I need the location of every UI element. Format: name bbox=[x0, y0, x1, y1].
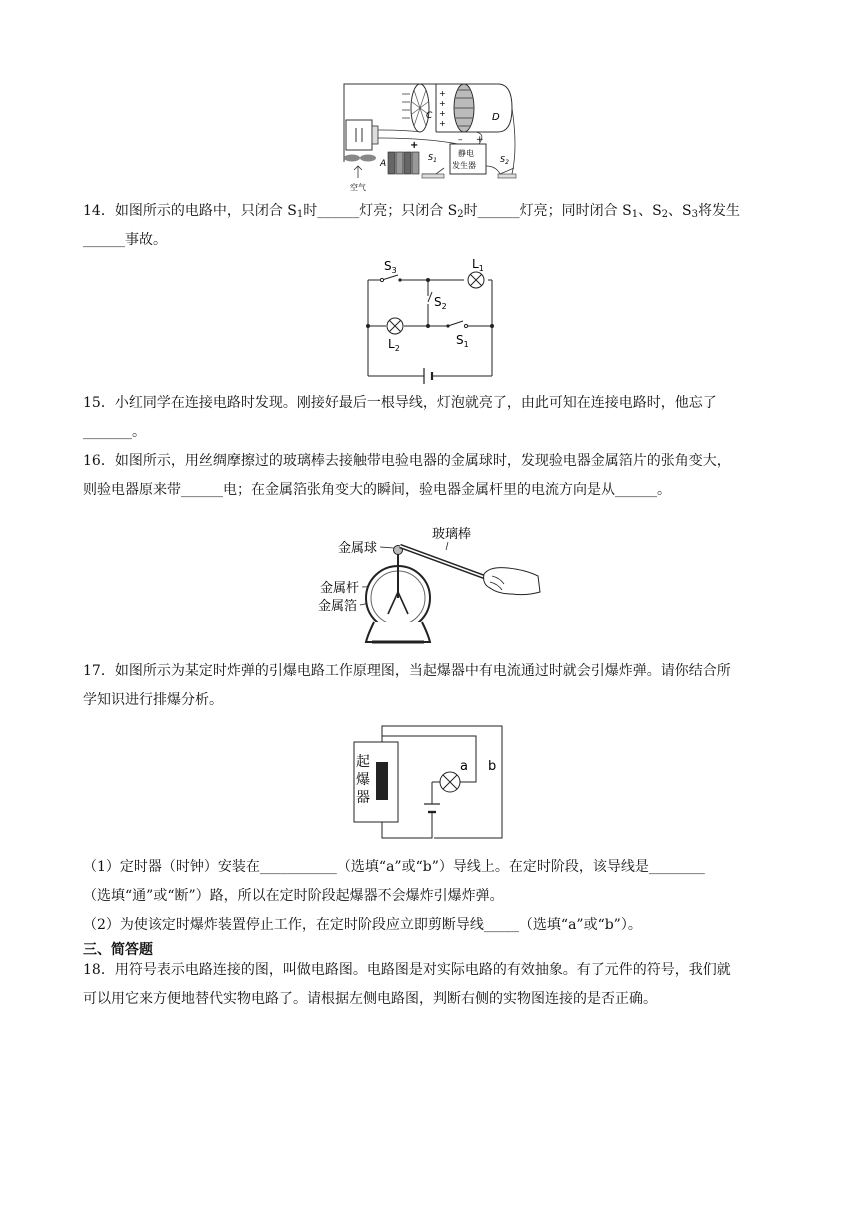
question-17-part-1: （1）定时器（时钟）安装在___________（选填“a”或“b”）导线上。在定时阶段，该导线是________ （选填“通”或“断”）路，所以在定时阶段起爆器不会爆炸引爆炸弹。 bbox=[83, 859, 705, 904]
label-wire-a: a bbox=[460, 759, 468, 774]
svg-text:S2: $S_2$ bbox=[500, 155, 509, 166]
blank-14-3[interactable]: ______ bbox=[83, 232, 125, 248]
gen-label-1: 静电 bbox=[458, 149, 474, 158]
question-17: 17．如图所示为某定时炸弹的引爆电路工作原理图，当起爆器中有电流通过时就会引爆炸弹。请你结合所 学知识进行排爆分析。 bbox=[83, 663, 731, 708]
detonator-char-3: 器 bbox=[356, 790, 370, 806]
question-17-part-2: （2）为使该定时爆炸装置停止工作，在定时阶段应立即剪断导线_____（选填“a”或“b”）。 bbox=[83, 917, 642, 933]
detonator-char-2: 爆 bbox=[356, 772, 370, 788]
battery-symbol bbox=[424, 368, 432, 384]
blank-17-1[interactable]: ___________ bbox=[259, 859, 337, 875]
figure-q13-apparatus bbox=[336, 78, 518, 194]
label-ball: 金属球 bbox=[338, 541, 378, 556]
blank-16-2[interactable]: ______ bbox=[615, 482, 657, 498]
label-s3: $S_3$ bbox=[384, 259, 397, 275]
question-15: 15．小红同学在连接电路时发现。刚接好最后一根导线，灯泡就亮了，由此可知在连接电路时，他忘了 _______。 bbox=[83, 395, 717, 440]
label-l2: $L_2$ bbox=[388, 337, 400, 353]
gen-label-2: 发生器 bbox=[452, 161, 476, 170]
svg-text:+: + bbox=[476, 135, 484, 145]
figure-q17-bomb-circuit bbox=[352, 722, 508, 844]
svg-text:+: + bbox=[439, 89, 446, 98]
label-wire-b: b bbox=[488, 759, 497, 774]
svg-text:+: + bbox=[439, 109, 446, 118]
lamp-l1 bbox=[468, 272, 484, 288]
detonator-char-1: 起 bbox=[356, 754, 370, 770]
lamp-l2 bbox=[387, 318, 403, 334]
svg-text:S1: $S_1$ bbox=[428, 153, 437, 164]
battery-symbol bbox=[424, 804, 440, 812]
blank-17-3[interactable]: _____ bbox=[483, 917, 519, 933]
blank-14-1[interactable]: ______ bbox=[317, 203, 360, 219]
label-s1: $S_1$ bbox=[456, 333, 469, 349]
switch-s1 bbox=[422, 168, 444, 178]
figure-q14-circuit bbox=[360, 256, 500, 384]
label-c: C bbox=[426, 111, 433, 121]
label-rod: 玻璃棒 bbox=[432, 527, 472, 542]
blank-16-1[interactable]: ______ bbox=[181, 482, 223, 498]
label-a: A bbox=[380, 159, 387, 169]
svg-text:–: – bbox=[458, 135, 463, 145]
blank-15[interactable]: _______ bbox=[83, 424, 132, 440]
question-16: 16．如图所示，用丝绸摩擦过的玻璃棒去接触带电验电器的金属球时，发现验电器金属箔片的张角变大， 则验电器原来带______电；在金属箔张角变大的瞬间，验电器金属杆里的电流方向是从______。 bbox=[83, 453, 731, 498]
section-heading: 三、简答题 bbox=[83, 942, 153, 958]
label-stem: 金属杆 bbox=[320, 581, 360, 596]
label-d: D bbox=[492, 112, 500, 123]
detonator-core bbox=[376, 762, 388, 800]
svg-text:+: + bbox=[410, 140, 419, 151]
question-18: 18．用符号表示电路连接的图，叫做电路图。电路图是对实际电路的有效抽象。有了元件的符号，我们就 可以用它来方便地替代实物电路了。请根据左侧电路图，判断右侧的实物图连接的是否正确。 bbox=[83, 962, 731, 1007]
svg-text:+: + bbox=[439, 119, 446, 128]
label-s2: $S_2$ bbox=[434, 295, 447, 311]
label-air: 空气 bbox=[350, 183, 366, 192]
label-foil: 金属箔 bbox=[318, 599, 358, 614]
blank-17-2[interactable]: ________ bbox=[648, 859, 705, 875]
hand bbox=[484, 568, 540, 595]
label-l1: $L_1$ bbox=[472, 257, 484, 273]
battery-pack bbox=[388, 152, 419, 174]
blank-14-2[interactable]: ______ bbox=[477, 203, 520, 219]
svg-text:+: + bbox=[439, 99, 446, 108]
figure-q16-electroscope bbox=[312, 522, 544, 646]
lamp-symbol bbox=[440, 772, 460, 792]
fan-box bbox=[346, 120, 372, 150]
question-14: 14．如图所示的电路中，只闭合 $S_1$时______灯亮；只闭合 $S_2$时______灯亮；同时闭合 $S_1$、$S_2$、$S_3$将发生 ______事故。 bbox=[83, 203, 741, 248]
